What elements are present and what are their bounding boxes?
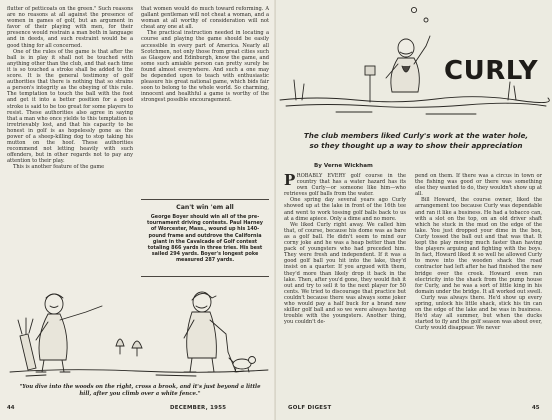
page-number-right: 45 <box>532 405 540 411</box>
paragraph: pend on them. If there was a circus in town or the fishing was good or there was something else they wanted to do, they wouldn't show up at all. <box>415 173 542 198</box>
byline: By Verne Wickham <box>314 163 373 169</box>
subhead-line: so they thought up a way to show their appreciation <box>309 140 523 150</box>
golf-cartoon-illustration <box>6 276 270 384</box>
cartoon-caption: "You dive into the woods on the right, cross a brook, and it's just beyond a little hill, after you climb over a white fence." <box>19 384 261 397</box>
sidebar-box-title: Can't win 'em all <box>176 204 234 211</box>
paragraph: One of the rules of the game is that after the ball is in play it shall not be touched with anything other than the club, and that each time it is so touched a stroke shall be added to the score. It is the general testimony of golf authorities that there is nothing that so strains a person's integrity as the obeying of this rule. The temptation to touch the ball with the foot and get it into a better position for a good stroke is said to be too great for some players to resist. These authorities also agree in saying that a man who once yields to this temptation is irretrievably lost, and that his capacity to be honest in golf is as hopelessly gone as the power of a sheep-killing dog to stop taking his mutton on the hoof. These authorities recommend not letting heavily with such offenders, but in other regards not to pay any attention to their play. <box>7 48 133 165</box>
left-column-2 <box>141 6 269 104</box>
drop-cap: P <box>284 171 296 189</box>
paragraph: Bill Howard, the course owner, liked the arrangement too because Curly was dependable and ran it like a business. He had a tobacco can, with a slot on the top, on an old driver shaft which he stuck in the mud on the edge of the lake. You just dropped your dime in the box, Curly tossed the ball out and that was that. It kept the play moving much faster than having the players arguing and fighting with the boys. In fact, Howard liked it so well he allowed Curly to move into the wooden shack the road contractor had left after he had finished the new bridge over the creek. Howard even ran electricity into the shack from the pump house for Curly, and he was a sort of little king in his domain under the bridge. It all worked out swell. <box>415 197 542 295</box>
paragraph: One spring day several years ago Curly showed up at the lake in front of the 16th tee and went to work tossing golf balls back to us at a dime apiece. Only a dime and no more. <box>284 197 406 222</box>
sidebar-box-text: George Boyer should win all of the pre-tournament driving contests. Paul Harney of Worcester, Mass., wound up his 140-pound frame and outdrove the California giant in the Cavalcade of Golf contest totaling 866 yards in three tries. His best sailed 294 yards. Boyer's longest poke measured 287 yards. <box>147 214 263 264</box>
paragraph: Curly was always there. He'd show up every spring, unlock his little shack, stick his tin can on the edge of the lake and be was in business. He'd stay all summer, but when the ducks started to fly and the golf season was about over, Curly would disappear. We never <box>415 294 542 332</box>
article-subhead <box>290 131 542 150</box>
paragraph: This is another feature of the game <box>13 164 105 171</box>
lead-text: ROBABLY EVERY golf course in the country that has a water hazard has its own Curly—or someone like him—who retrieves golf balls from the water. <box>284 173 406 198</box>
right-column-2 <box>415 173 542 331</box>
subhead-line: The club members liked Curly's work at the water hole, <box>303 131 529 140</box>
left-column-1 <box>7 6 133 171</box>
paragraph: flutter of petticoats on the green." Such reasons are no reasons at all against the presence of women in games of golf, but an argument in favor of their playing with men, for their presence would restrain a man both in language and in deeds, and such restraint would be a good thing for all concerned. <box>7 6 133 49</box>
right-column-1 <box>284 173 406 325</box>
paragraph: We liked Curly right away. We called him that, of course, because his dome was as bare as a golf ball. He didn't seem to mind our corny joke and he was a heap better than the pack of youngsters who had preceded him. They were fresh and independent. If it was a good golf ball you hit into the lake, they'd insist on a quarter. If you argued with them, they'd more than likely drop it back in the lake. Then, after you'd gone, they would fish it out and try to sell it to the next player for 50 cents. We tried to discourage that practice but couldn't because there was always some joker who would pay a half buck for a brand new skiller golf ball and so we were always having trouble with the youngsters. Another thing, you couldn't de- <box>284 221 406 326</box>
magazine-name: GOLF DIGEST <box>288 405 332 411</box>
article-title: CURLY <box>444 56 539 86</box>
paragraph: The practical instruction needed in locating a course and playing the game should be easily accessible in every part of America. Nearly all Scotchmen, not only those from great cities such as Glasgow and Edinburgh, know the game, and some such amiable person can pretty surely be found almost everywhere. And such a one may be depended upon to teach with enthusiastic pleasure his great national game, which bids fair soon to belong to the whole world. So charming, innocent and healthful a game is worthy of the strongest possible encouragement. <box>141 30 269 104</box>
right-page <box>276 0 552 420</box>
paragraph-lead <box>284 173 406 197</box>
sidebar-box <box>141 199 269 277</box>
page-number-left: 44 <box>7 405 15 411</box>
issue-date: DECEMBER, 1955 <box>170 405 227 411</box>
paragraph: that women would do much toward reforming. A gallant gentleman will not cheat a woman, and a woman at all worthy of consideration will not cheat any one at all. <box>141 6 269 31</box>
